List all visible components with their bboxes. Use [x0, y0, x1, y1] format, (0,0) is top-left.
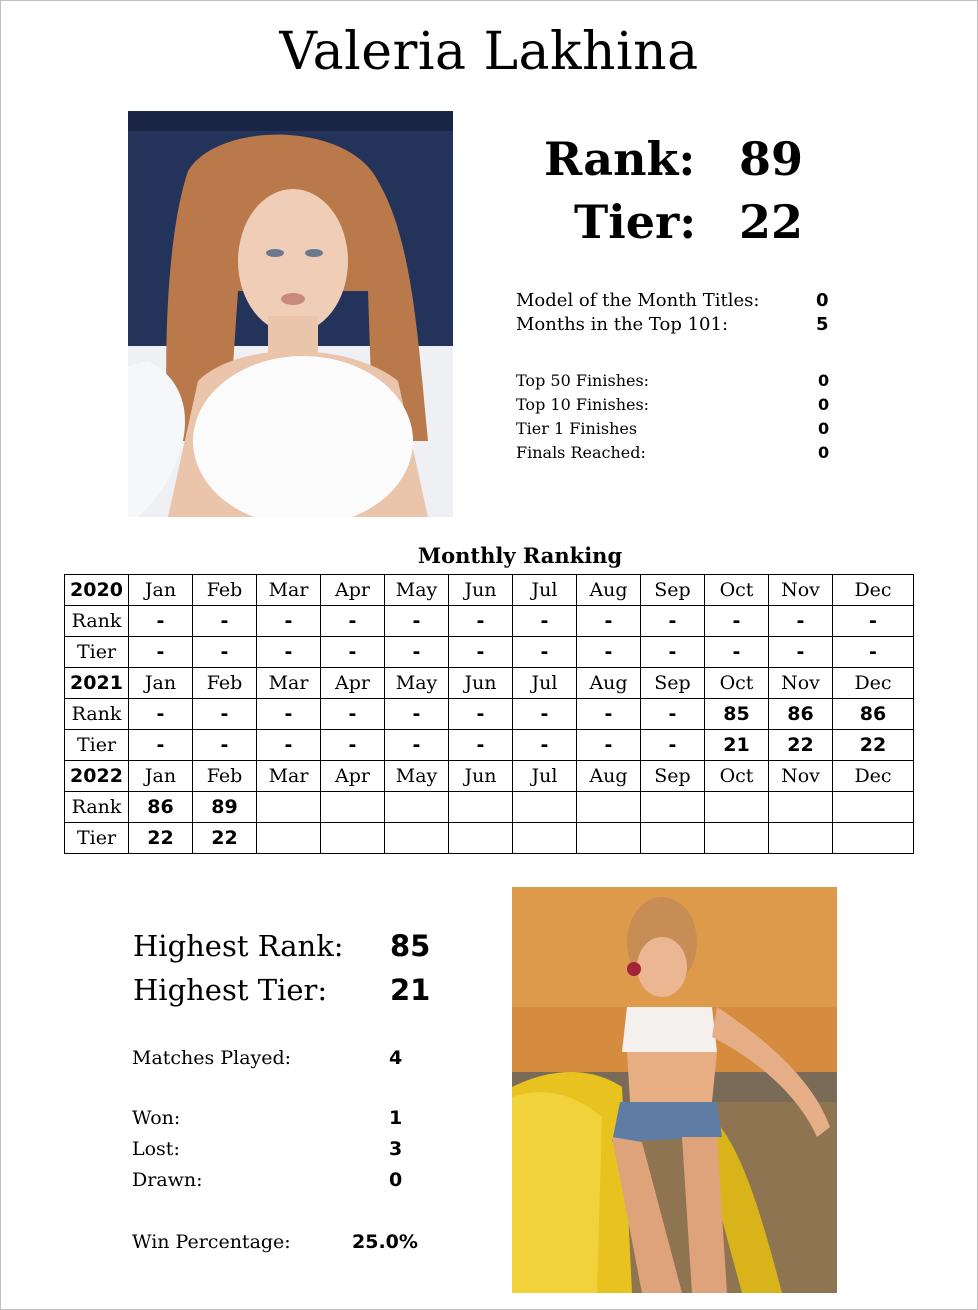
month-header-cell: Feb [193, 575, 257, 606]
tier-value-cell: - [641, 730, 705, 761]
month-header-cell: Nov [769, 761, 833, 792]
tier-value-cell: - [705, 637, 769, 668]
rank-value-cell: - [577, 606, 641, 637]
tier-value-cell [449, 823, 513, 854]
rank-value-cell [449, 792, 513, 823]
rank-value-cell [513, 792, 577, 823]
rank-value-cell: - [705, 606, 769, 637]
tier-value-cell: - [321, 730, 385, 761]
rank-value-cell: - [321, 606, 385, 637]
tier-row [65, 637, 914, 668]
tier-value-cell: - [833, 637, 914, 668]
tier-value-cell: - [449, 637, 513, 668]
tier-row [65, 730, 914, 761]
rank-value-cell: - [449, 606, 513, 637]
month-header-cell: Nov [769, 668, 833, 699]
rank-value-cell [833, 792, 914, 823]
finals-value: 0 [818, 443, 830, 462]
highest-tier-label: Highest Tier: [133, 973, 328, 1007]
highest-rank-value: 85 [390, 929, 431, 963]
tier-value-cell: - [769, 637, 833, 668]
tier-value-cell: - [577, 730, 641, 761]
highest-rank-label: Highest Rank: [133, 929, 344, 963]
drawn-label: Drawn: [132, 1169, 203, 1191]
month-header-cell: May [385, 761, 449, 792]
tier1-value: 0 [818, 419, 830, 438]
rank-row-label: Rank [65, 606, 129, 637]
year-cell: 2021 [65, 668, 129, 699]
month-header-cell: Jul [513, 761, 577, 792]
month-header-cell: Jan [129, 575, 193, 606]
month-header-cell: Aug [577, 668, 641, 699]
won-value: 1 [389, 1107, 403, 1129]
top50-value: 0 [818, 371, 830, 390]
tier-value-cell: - [321, 637, 385, 668]
year-header-row [65, 761, 914, 792]
month-header-cell: May [385, 575, 449, 606]
months-top101-label: Months in the Top 101: [516, 314, 729, 335]
win-percentage-label: Win Percentage: [132, 1231, 291, 1253]
rank-value-cell: - [193, 699, 257, 730]
top50-label: Top 50 Finishes: [516, 371, 650, 390]
tier-value: 22 [739, 195, 804, 249]
tier-value-cell [833, 823, 914, 854]
rank-value-cell: - [257, 606, 321, 637]
month-header-cell: Oct [705, 668, 769, 699]
matches-played-value: 4 [389, 1047, 403, 1069]
tier-value-cell: - [385, 637, 449, 668]
rank-row [65, 792, 914, 823]
page-title: Valeria Lakhina [279, 22, 699, 82]
tier-value-cell: - [577, 637, 641, 668]
month-header-cell: Feb [193, 761, 257, 792]
year-cell: 2022 [65, 761, 129, 792]
month-header-cell: Sep [641, 668, 705, 699]
action-photo [512, 887, 837, 1293]
matches-played-label: Matches Played: [132, 1047, 292, 1069]
rank-value-cell: - [257, 699, 321, 730]
highest-tier-value: 21 [390, 973, 431, 1007]
tier-value-cell: 22 [833, 730, 914, 761]
lost-value: 3 [389, 1138, 403, 1160]
tier-value-cell: - [257, 637, 321, 668]
rank-value-cell [577, 792, 641, 823]
rank-value-cell: - [129, 699, 193, 730]
rank-value-cell: - [385, 699, 449, 730]
rank-row [65, 606, 914, 637]
rank-value-cell: - [513, 699, 577, 730]
tier-value-cell: - [513, 730, 577, 761]
month-header-cell: Mar [257, 575, 321, 606]
rank-row-label: Rank [65, 792, 129, 823]
motm-titles-label: Model of the Month Titles: [516, 290, 760, 311]
tier-row-label: Tier [65, 823, 129, 854]
month-header-cell: Mar [257, 761, 321, 792]
rank-value: 89 [739, 132, 804, 186]
rank-value-cell: - [641, 699, 705, 730]
rank-value-cell: 89 [193, 792, 257, 823]
month-header-cell: Dec [833, 668, 914, 699]
rank-value-cell: 86 [833, 699, 914, 730]
tier-value-cell: - [513, 637, 577, 668]
tier-value-cell [257, 823, 321, 854]
tier-value-cell: 22 [769, 730, 833, 761]
tier-value-cell [385, 823, 449, 854]
rank-value-cell: - [193, 606, 257, 637]
rank-label: Rank: [544, 132, 696, 186]
month-header-cell: Apr [321, 668, 385, 699]
month-header-cell: Sep [641, 575, 705, 606]
rank-value-cell: 86 [129, 792, 193, 823]
rank-value-cell: - [513, 606, 577, 637]
month-header-cell: Jun [449, 761, 513, 792]
month-header-cell: Sep [641, 761, 705, 792]
month-header-cell: Mar [257, 668, 321, 699]
rank-value-cell: - [129, 606, 193, 637]
portrait-photo [128, 111, 453, 517]
month-header-cell: Aug [577, 761, 641, 792]
rank-value-cell [385, 792, 449, 823]
rank-value-cell: - [577, 699, 641, 730]
tier-row-label: Tier [65, 637, 129, 668]
month-header-cell: Jan [129, 668, 193, 699]
year-cell: 2020 [65, 575, 129, 606]
tier-value-cell: - [641, 637, 705, 668]
month-header-cell: Feb [193, 668, 257, 699]
drawn-value: 0 [389, 1169, 403, 1191]
tier-row [65, 823, 914, 854]
rank-value-cell: 86 [769, 699, 833, 730]
rank-value-cell: - [321, 699, 385, 730]
rank-value-cell: - [385, 606, 449, 637]
monthly-ranking-table [64, 574, 914, 854]
rank-value-cell [641, 792, 705, 823]
tier-value-cell: - [385, 730, 449, 761]
rank-value-cell [769, 792, 833, 823]
rank-value-cell: 85 [705, 699, 769, 730]
rank-value-cell: - [641, 606, 705, 637]
month-header-cell: Nov [769, 575, 833, 606]
month-header-cell: Jun [449, 668, 513, 699]
month-header-cell: Jun [449, 575, 513, 606]
tier-value-cell [513, 823, 577, 854]
month-header-cell: Jan [129, 761, 193, 792]
tier-value-cell: 22 [193, 823, 257, 854]
motm-titles-value: 0 [816, 290, 829, 311]
tier-row-label: Tier [65, 730, 129, 761]
month-header-cell: Jul [513, 668, 577, 699]
rank-value-cell [705, 792, 769, 823]
tier-value-cell [769, 823, 833, 854]
lost-label: Lost: [132, 1138, 180, 1160]
month-header-cell: Dec [833, 761, 914, 792]
tier1-label: Tier 1 Finishes [516, 419, 638, 438]
month-header-cell: Oct [705, 761, 769, 792]
tier-value-cell: - [129, 730, 193, 761]
top10-value: 0 [818, 395, 830, 414]
tier-value-cell: - [449, 730, 513, 761]
tier-value-cell: - [129, 637, 193, 668]
tier-label: Tier: [574, 195, 697, 249]
rank-value-cell: - [769, 606, 833, 637]
tier-value-cell: 22 [129, 823, 193, 854]
month-header-cell: Oct [705, 575, 769, 606]
top10-label: Top 10 Finishes: [516, 395, 650, 414]
tier-value-cell: - [193, 730, 257, 761]
monthly-ranking-title: Monthly Ranking [417, 543, 623, 568]
month-header-cell: Dec [833, 575, 914, 606]
tier-value-cell: 21 [705, 730, 769, 761]
month-header-cell: Aug [577, 575, 641, 606]
rank-value-cell: - [449, 699, 513, 730]
win-percentage-value: 25.0% [352, 1231, 418, 1253]
rank-value-cell [257, 792, 321, 823]
year-header-row [65, 668, 914, 699]
month-header-cell: May [385, 668, 449, 699]
months-top101-value: 5 [816, 314, 829, 335]
tier-value-cell [577, 823, 641, 854]
rank-value-cell [321, 792, 385, 823]
finals-label: Finals Reached: [516, 443, 646, 462]
tier-value-cell: - [193, 637, 257, 668]
rank-value-cell: - [833, 606, 914, 637]
tier-value-cell: - [257, 730, 321, 761]
rank-row-label: Rank [65, 699, 129, 730]
year-header-row [65, 575, 914, 606]
tier-value-cell [641, 823, 705, 854]
tier-value-cell [321, 823, 385, 854]
month-header-cell: Apr [321, 575, 385, 606]
tier-value-cell [705, 823, 769, 854]
won-label: Won: [132, 1107, 181, 1129]
month-header-cell: Apr [321, 761, 385, 792]
rank-row [65, 699, 914, 730]
month-header-cell: Jul [513, 575, 577, 606]
